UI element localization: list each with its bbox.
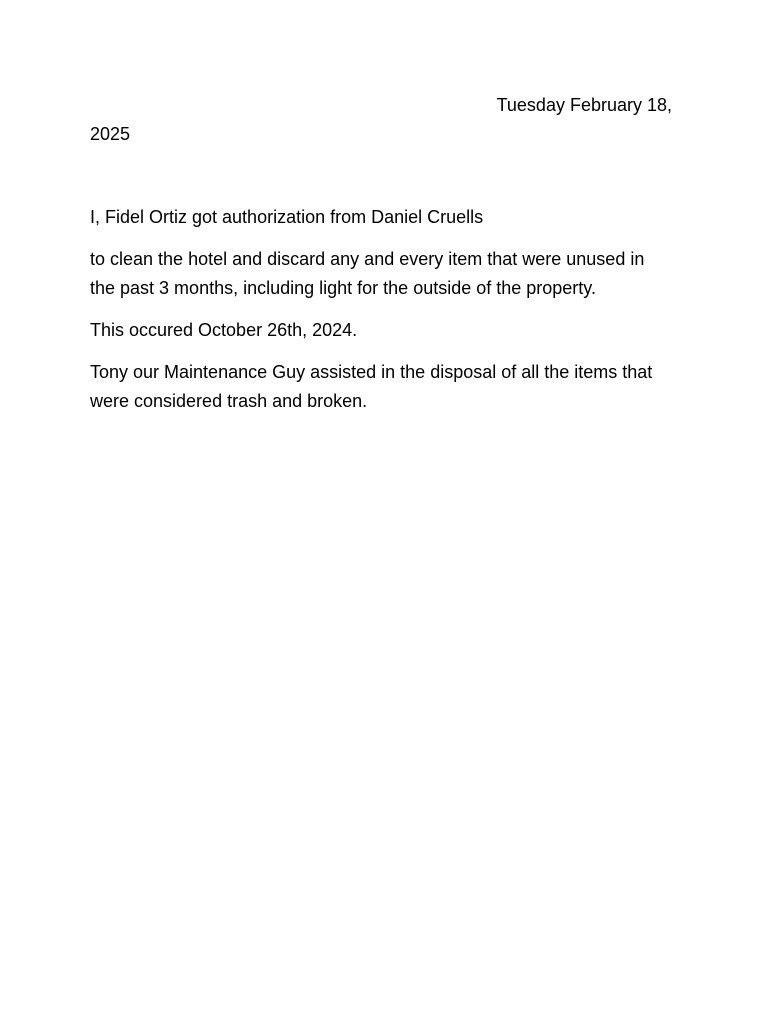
paragraph-date-occurred: [90, 316, 690, 345]
text-line: were considered trash and broken.: [90, 391, 368, 411]
letter-body: [90, 203, 690, 429]
date-year: 2025: [90, 124, 131, 144]
paragraph-authorization: [90, 203, 690, 232]
paragraph-cleaning: [90, 245, 690, 303]
date-line: Tuesday February 18,: [496, 95, 672, 115]
text-line: I, Fidel Ortiz got authorization from Daniel Cruells: [90, 207, 484, 227]
text-line: This occured October 26th, 2024.: [90, 320, 358, 340]
text-line: the past 3 months, including light for the outside of the property.: [90, 278, 596, 298]
text-line: to clean the hotel and discard any and every item that were unused in: [90, 249, 645, 269]
text-line: Tony our Maintenance Guy assisted in the disposal of all the items that: [90, 362, 653, 382]
paragraph-maintenance: [90, 358, 690, 416]
